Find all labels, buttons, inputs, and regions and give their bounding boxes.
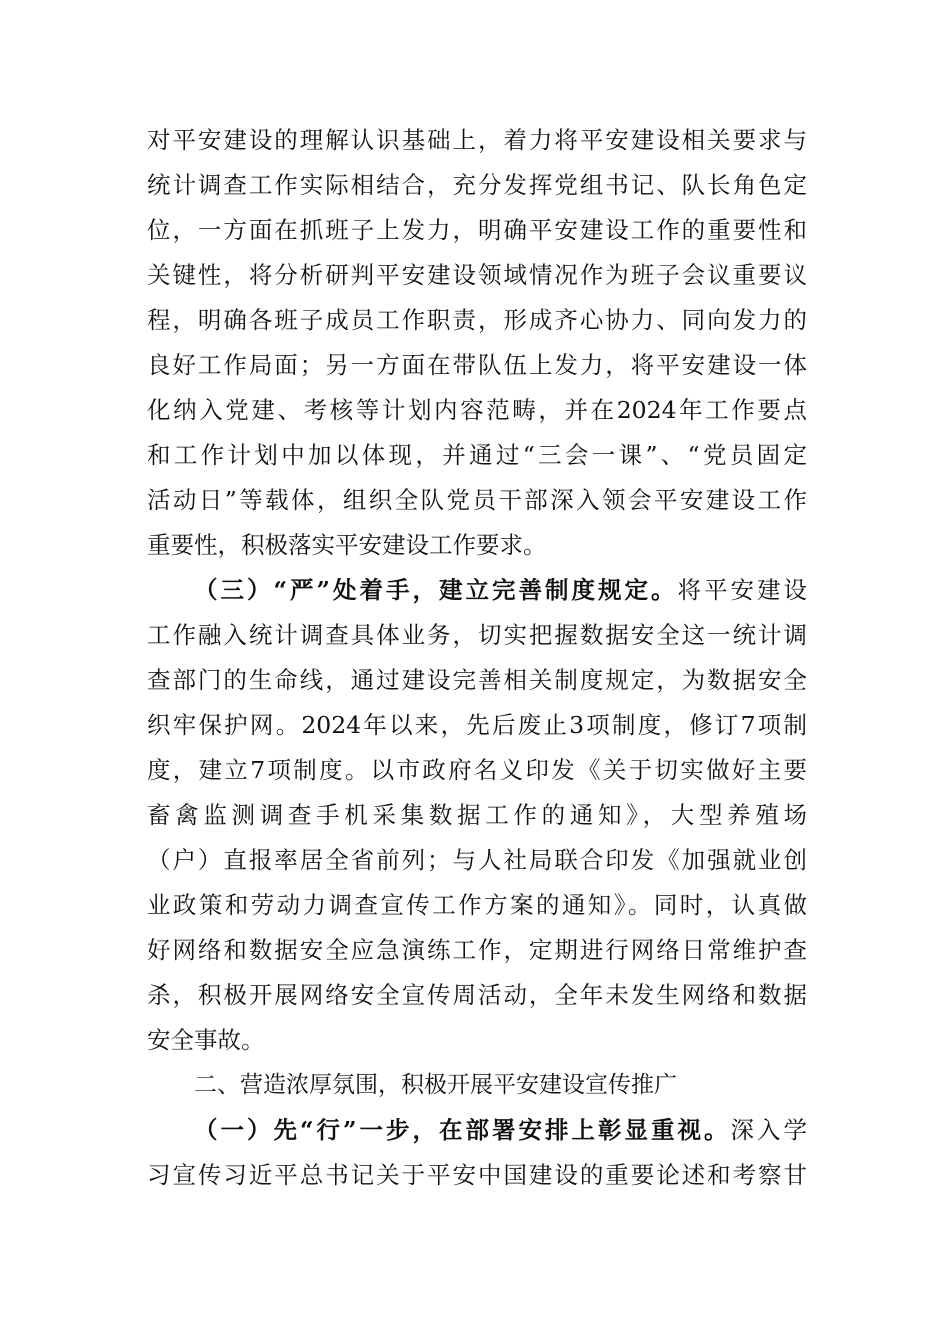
text-line: 活动日”等载体，组织全队党员干部深入领会平安建设工作 <box>147 486 807 514</box>
text-line: 化纳入党建、考核等计划内容范畴，并在2024年工作要点 <box>147 396 807 424</box>
text-line: 杀，积极开展网络安全宣传周活动，全年未发生网络和数据 <box>147 981 807 1009</box>
section-2-1-first-line-rest: 深入学 <box>730 1116 807 1144</box>
text-line: 织牢保护网。2024年以来，先后废止3项制度，修订7项制 <box>147 711 807 739</box>
text-line: （户）直报率居全省前列；与人社局联合印发《加强就业创 <box>147 846 807 874</box>
text-line: 工作融入统计调查具体业务，切实把握数据安全这一统计调 <box>147 621 807 649</box>
text-line: 关键性，将分析研判平安建设领域情况作为班子会议重要议 <box>147 261 807 289</box>
text-line: 业政策和劳动力调查宣传工作方案的通知》。同时，认真做 <box>147 891 807 919</box>
section-3-title: （三）“严”处着手，建立完善制度规定。 <box>194 576 678 604</box>
text-line: 位，一方面在抓班子上发力，明确平安建设工作的重要性和 <box>147 216 807 244</box>
text-line: 安全事故。 <box>147 1026 265 1054</box>
text-line: 畜禽监测调查手机采集数据工作的通知》，大型养殖场 <box>147 801 807 829</box>
text-line: 程，明确各班子成员工作职责，形成齐心协力、同向发力的 <box>147 306 807 334</box>
text-line: 统计调查工作实际相结合，充分发挥党组书记、队长角色定 <box>147 171 807 199</box>
section-3-first-line-rest: 将平安建设 <box>677 576 807 604</box>
text-line: 重要性，积极落实平安建设工作要求。 <box>147 531 547 559</box>
text-line: 度，建立7项制度。以市政府名义印发《关于切实做好主要 <box>147 756 807 784</box>
text-line: 好网络和数据安全应急演练工作，定期进行网络日常维护查 <box>147 936 807 964</box>
text-line: 对平安建设的理解认识基础上，着力将平安建设相关要求与 <box>147 126 807 154</box>
section-2-1-title: （一）先“行”一步，在部署安排上彰显重视。 <box>194 1116 731 1144</box>
text-line: 习宣传习近平总书记关于平安中国建设的重要论述和考察甘 <box>147 1161 807 1189</box>
text-line: 良好工作局面；另一方面在带队伍上发力，将平安建设一体 <box>147 351 807 379</box>
text-line: 查部门的生命线，通过建设完善相关制度规定，为数据安全 <box>147 666 807 694</box>
section-2-1-first-line <box>194 1110 807 1150</box>
section-heading: 二、营造浓厚氛围，积极开展平安建设宣传推广 <box>194 1072 677 1098</box>
text-line: 和工作计划中加以体现，并通过“三会一课”、“党员固定 <box>147 441 807 469</box>
section-3-first-line <box>194 570 807 610</box>
